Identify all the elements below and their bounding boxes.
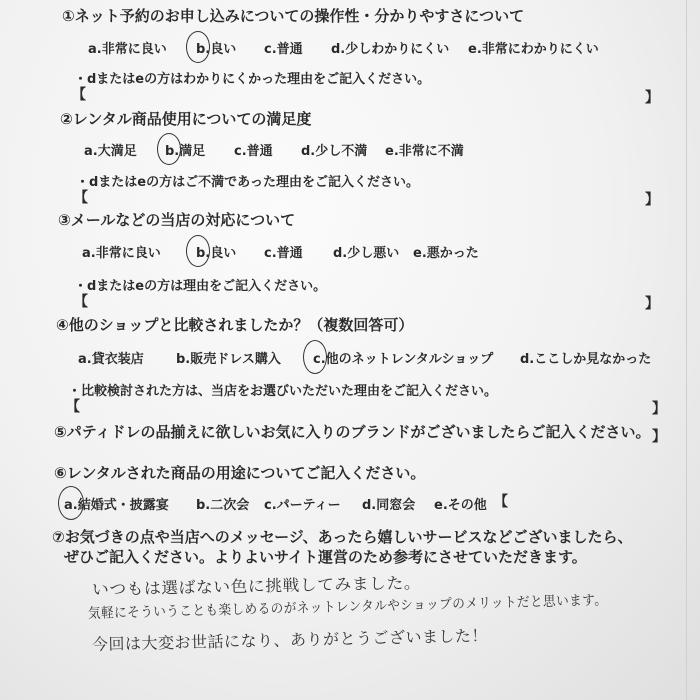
q7-title-line1: ⑦お気づきの点や当店へのメッセージ、あったら嬉しいサービスなどございましたら、 <box>52 528 633 546</box>
q6-option-c[interactable]: c.パーティー <box>264 498 341 513</box>
q3-note: ・dまたはeの方は理由をご記入ください。 <box>74 279 327 294</box>
q4-option-a[interactable]: a.貸衣装店 <box>78 352 144 367</box>
handwritten-line-3: 今回は大変お世話になり、ありがとうございました！ <box>91 626 489 654</box>
q3-bracket-close: 】 <box>645 296 659 312</box>
q1-bracket-open: 【 <box>72 87 86 103</box>
q3-option-a[interactable]: a.非常に良い <box>82 246 161 261</box>
q4-option-c[interactable]: c.他のネットレンタルショップ <box>313 352 494 367</box>
q1-selection-circle <box>186 31 210 63</box>
q4-selection-circle <box>303 340 327 374</box>
q2-option-a[interactable]: a.大満足 <box>84 144 137 159</box>
q1-option-e[interactable]: e.非常にわかりにくい <box>468 42 599 57</box>
q6-selection-circle <box>58 486 84 520</box>
q1-option-d[interactable]: d.少しわかりにくい <box>331 42 450 57</box>
q3-title: ③メールなどの当店の対応について <box>58 211 296 229</box>
q5-title: ⑤パティドレの品揃えに欲しいお気に入りのブランドがございましたらご記入ください。 <box>54 423 651 441</box>
q2-bracket-open: 【 <box>74 190 88 206</box>
q4-bracket-close: 】 <box>652 401 666 417</box>
q4-note: ・比較検討された方は、当店をお選びいただいた理由をご記入ください。 <box>68 384 498 399</box>
q1-bracket-close: 】 <box>645 90 659 106</box>
q4-title: ④他のショップと比較されましたか？（複数回答可） <box>56 316 414 334</box>
q3-option-b[interactable]: b.良い <box>196 246 237 261</box>
q2-title: ②レンタル商品使用についての満足度 <box>60 110 312 128</box>
q1-title: ①ネット予約のお申し込みについての操作性・分かりやすさについて <box>62 7 525 25</box>
q2-note: ・dまたはeの方はご不満であった理由をご記入ください。 <box>76 175 419 190</box>
q1-option-a[interactable]: a.非常に良い <box>88 42 167 57</box>
paper-edge-line <box>686 0 687 700</box>
q7-title-line2: ぜひご記入ください。よりよいサイト運営のため参考にさせていただきます。 <box>64 548 587 566</box>
q2-selection-circle <box>157 133 181 165</box>
q3-bracket-open: 【 <box>74 294 88 310</box>
q6-option-d[interactable]: d.同窓会 <box>362 498 416 513</box>
q2-option-e[interactable]: e.非常に不満 <box>385 144 464 159</box>
q6-bracket-open: 【 <box>494 494 508 510</box>
q1-option-b[interactable]: b.良い <box>196 42 237 57</box>
q6-option-a[interactable]: a.結婚式・披露宴 <box>64 498 169 513</box>
q4-option-b[interactable]: b.販売ドレス購入 <box>176 352 281 367</box>
q1-note: ・dまたはeの方はわかりにくかった理由をご記入ください。 <box>74 72 431 87</box>
q3-selection-circle <box>186 235 210 267</box>
q6-title: ⑥レンタルされた商品の用途についてご記入ください。 <box>54 464 426 482</box>
q3-option-e[interactable]: e.悪かった <box>413 246 479 261</box>
handwritten-line-1: いつもは選ばない色に挑戦してみました。 <box>91 573 422 599</box>
q4-bracket-open: 【 <box>66 399 80 415</box>
handwritten-line-2: 気軽にそういうことも楽しめるのがネットレンタルやショップのメリットだと思います。 <box>87 592 608 622</box>
q5-bracket-close: 】 <box>652 429 666 445</box>
q2-option-c[interactable]: c.普通 <box>234 144 273 159</box>
q6-option-b[interactable]: b.二次会 <box>196 498 250 513</box>
q1-option-c[interactable]: c.普通 <box>264 42 303 57</box>
q2-bracket-close: 】 <box>645 192 659 208</box>
q3-option-d[interactable]: d.少し悪い <box>333 246 400 261</box>
q2-option-d[interactable]: d.少し不満 <box>301 144 368 159</box>
q3-option-c[interactable]: c.普通 <box>264 246 303 261</box>
q4-option-d[interactable]: d.ここしか見なかった <box>520 352 652 367</box>
q6-option-e[interactable]: e.その他 <box>434 498 487 513</box>
q2-option-b[interactable]: b.満足 <box>165 144 206 159</box>
